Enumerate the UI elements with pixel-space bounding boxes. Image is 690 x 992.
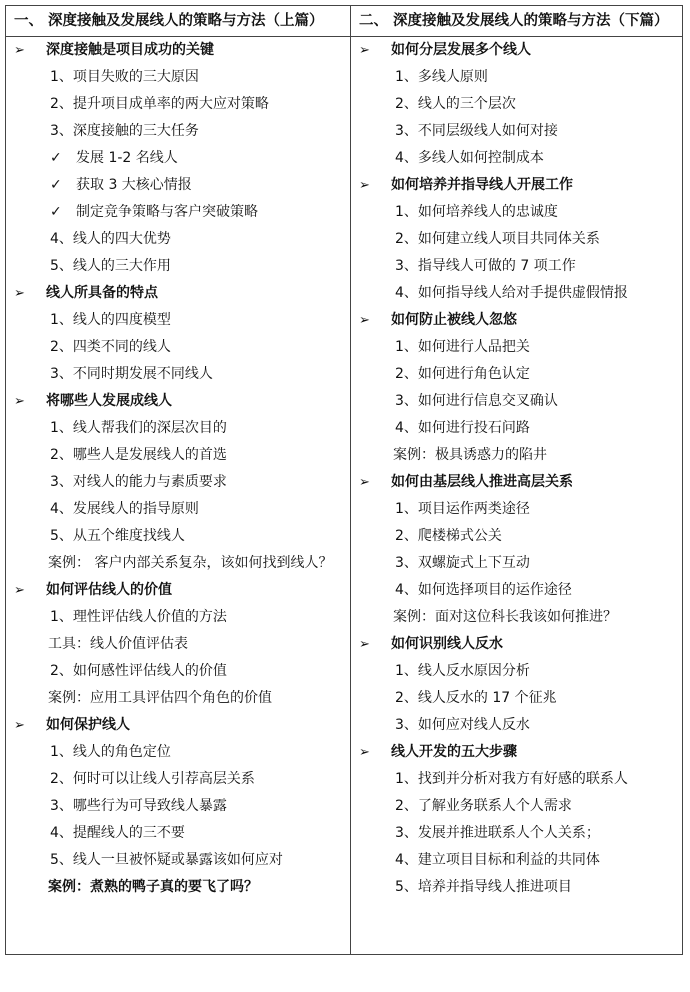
checklist-item [6,199,350,226]
list-item: 5、线人一旦被怀疑或暴露该如何应对 [50,852,283,868]
checkmark-icon: ✓ [50,150,62,166]
list-item: 4、线人的四大优势 [50,231,171,247]
left-column-title: 一、 深度接触及发展线人的策略与方法（上篇） [6,6,350,37]
case-note: 案例： 客户内部关系复杂，该如何找到线人？ [48,555,333,571]
list-item: 3、指导线人可做的 7 项工作 [395,258,576,274]
case-note: 案例：煮熟的鸭子真的要飞了吗？ [48,879,258,895]
list-item: 1、多线人原则 [395,69,488,85]
list-item: 4、发展线人的指导原则 [50,501,199,517]
list-item: 5、线人的三大作用 [50,258,171,274]
list-item: 5、培养并指导线人推进项目 [395,879,572,895]
section-heading-text: 如何防止被线人忽悠 [391,312,517,328]
list-item: 2、哪些人是发展线人的首选 [50,447,227,463]
section-heading [6,388,350,415]
section-heading-text: 如何识别线人反水 [391,636,503,652]
list-item: 3、发展并推进联系人个人关系； [395,825,600,841]
list-item: 1、线人帮我们的深层次目的 [50,420,227,436]
arrow-bullet-icon: ➢ [359,475,370,490]
arrow-bullet-icon: ➢ [14,43,25,58]
list-item: 1、线人的角色定位 [50,744,171,760]
arrow-bullet-icon: ➢ [14,718,25,733]
section-heading [351,37,683,64]
list-item: 1、项目运作两类途径 [395,501,530,517]
arrow-bullet-icon: ➢ [359,43,370,58]
checklist-item-text: 制定竞争策略与客户突破策略 [76,204,258,220]
list-item: 4、如何指导线人给对手提供虚假情报 [395,285,628,301]
section-heading [6,280,350,307]
section-heading-text: 线人所具备的特点 [46,285,158,301]
arrow-bullet-icon: ➢ [14,394,25,409]
list-item: 2、如何建立线人项目共同体关系 [395,231,600,247]
list-item: 3、双螺旋式上下互动 [395,555,530,571]
arrow-bullet-icon: ➢ [359,313,370,328]
list-item: 4、提醒线人的三不要 [50,825,185,841]
list-item: 3、不同层级线人如何对接 [395,123,558,139]
section-heading [351,172,683,199]
section-heading-text: 将哪些人发展成线人 [46,393,172,409]
list-item: 1、如何进行人品把关 [395,339,530,355]
right-column-title: 二、 深度接触及发展线人的策略与方法（下篇） [351,6,683,37]
section-heading-text: 如何评估线人的价值 [46,582,172,598]
case-note: 案例：面对这位科长我该如何推进？ [393,609,617,625]
list-item: 5、从五个维度找线人 [50,528,185,544]
checkmark-icon: ✓ [50,204,62,220]
section-heading [351,631,683,658]
list-item: 1、理性评估线人价值的方法 [50,609,227,625]
list-item: 3、不同时期发展不同线人 [50,366,213,382]
list-item: 2、线人的三个层次 [395,96,516,112]
arrow-bullet-icon: ➢ [359,745,370,760]
list-item: 4、如何选择项目的运作途径 [395,582,572,598]
section-heading [6,712,350,739]
list-item: 1、项目失败的三大原因 [50,69,199,85]
outline-table [5,5,683,955]
arrow-bullet-icon: ➢ [359,178,370,193]
list-item: 1、线人反水原因分析 [395,663,530,679]
section-heading-text: 如何由基层线人推进高层关系 [391,474,573,490]
list-item: 1、找到并分析对我方有好感的联系人 [395,771,628,787]
list-item: 2、爬楼梯式公关 [395,528,502,544]
list-item: 2、四类不同的线人 [50,339,171,355]
section-heading [351,469,683,496]
list-item: 1、如何培养线人的忠诚度 [395,204,558,220]
list-item: 4、建立项目目标和利益的共同体 [395,852,600,868]
list-item: 4、多线人如何控制成本 [395,150,544,166]
section-heading-text: 线人开发的五大步骤 [391,744,517,760]
list-item: 3、如何进行信息交叉确认 [395,393,558,409]
checkmark-icon: ✓ [50,177,62,193]
section-heading [6,37,350,64]
list-item: 4、如何进行投石问路 [395,420,530,436]
list-item: 2、提升项目成单率的两大应对策略 [50,96,269,112]
section-heading-text: 如何分层发展多个线人 [391,42,531,58]
list-item: 3、如何应对线人反水 [395,717,530,733]
section-heading [351,739,683,766]
tool-note: 工具：线人价值评估表 [48,636,188,652]
list-item: 2、如何感性评估线人的价值 [50,663,227,679]
section-heading [351,307,683,334]
section-heading-text: 如何保护线人 [46,717,130,733]
arrow-bullet-icon: ➢ [14,286,25,301]
list-item: 2、线人反水的 17 个征兆 [395,690,557,706]
right-column [351,6,683,901]
left-column [6,6,350,901]
list-item: 3、哪些行为可导致线人暴露 [50,798,227,814]
checklist-item [6,145,350,172]
list-item: 3、深度接触的三大任务 [50,123,199,139]
arrow-bullet-icon: ➢ [14,583,25,598]
section-heading-text: 深度接触是项目成功的关键 [46,42,214,58]
section-heading [6,577,350,604]
list-item: 3、对线人的能力与素质要求 [50,474,227,490]
checklist-item-text: 获取 3 大核心情报 [76,177,192,193]
checklist-item-text: 发展 1-2 名线人 [76,150,178,166]
list-item: 2、如何进行角色认定 [395,366,530,382]
list-item: 2、了解业务联系人个人需求 [395,798,572,814]
case-note: 案例：应用工具评估四个角色的价值 [48,690,272,706]
section-heading-text: 如何培养并指导线人开展工作 [391,177,573,193]
arrow-bullet-icon: ➢ [359,637,370,652]
list-item: 2、何时可以让线人引荐高层关系 [50,771,255,787]
case-note: 案例：极具诱惑力的陷井 [393,447,547,463]
checklist-item [6,172,350,199]
list-item: 1、线人的四度模型 [50,312,171,328]
